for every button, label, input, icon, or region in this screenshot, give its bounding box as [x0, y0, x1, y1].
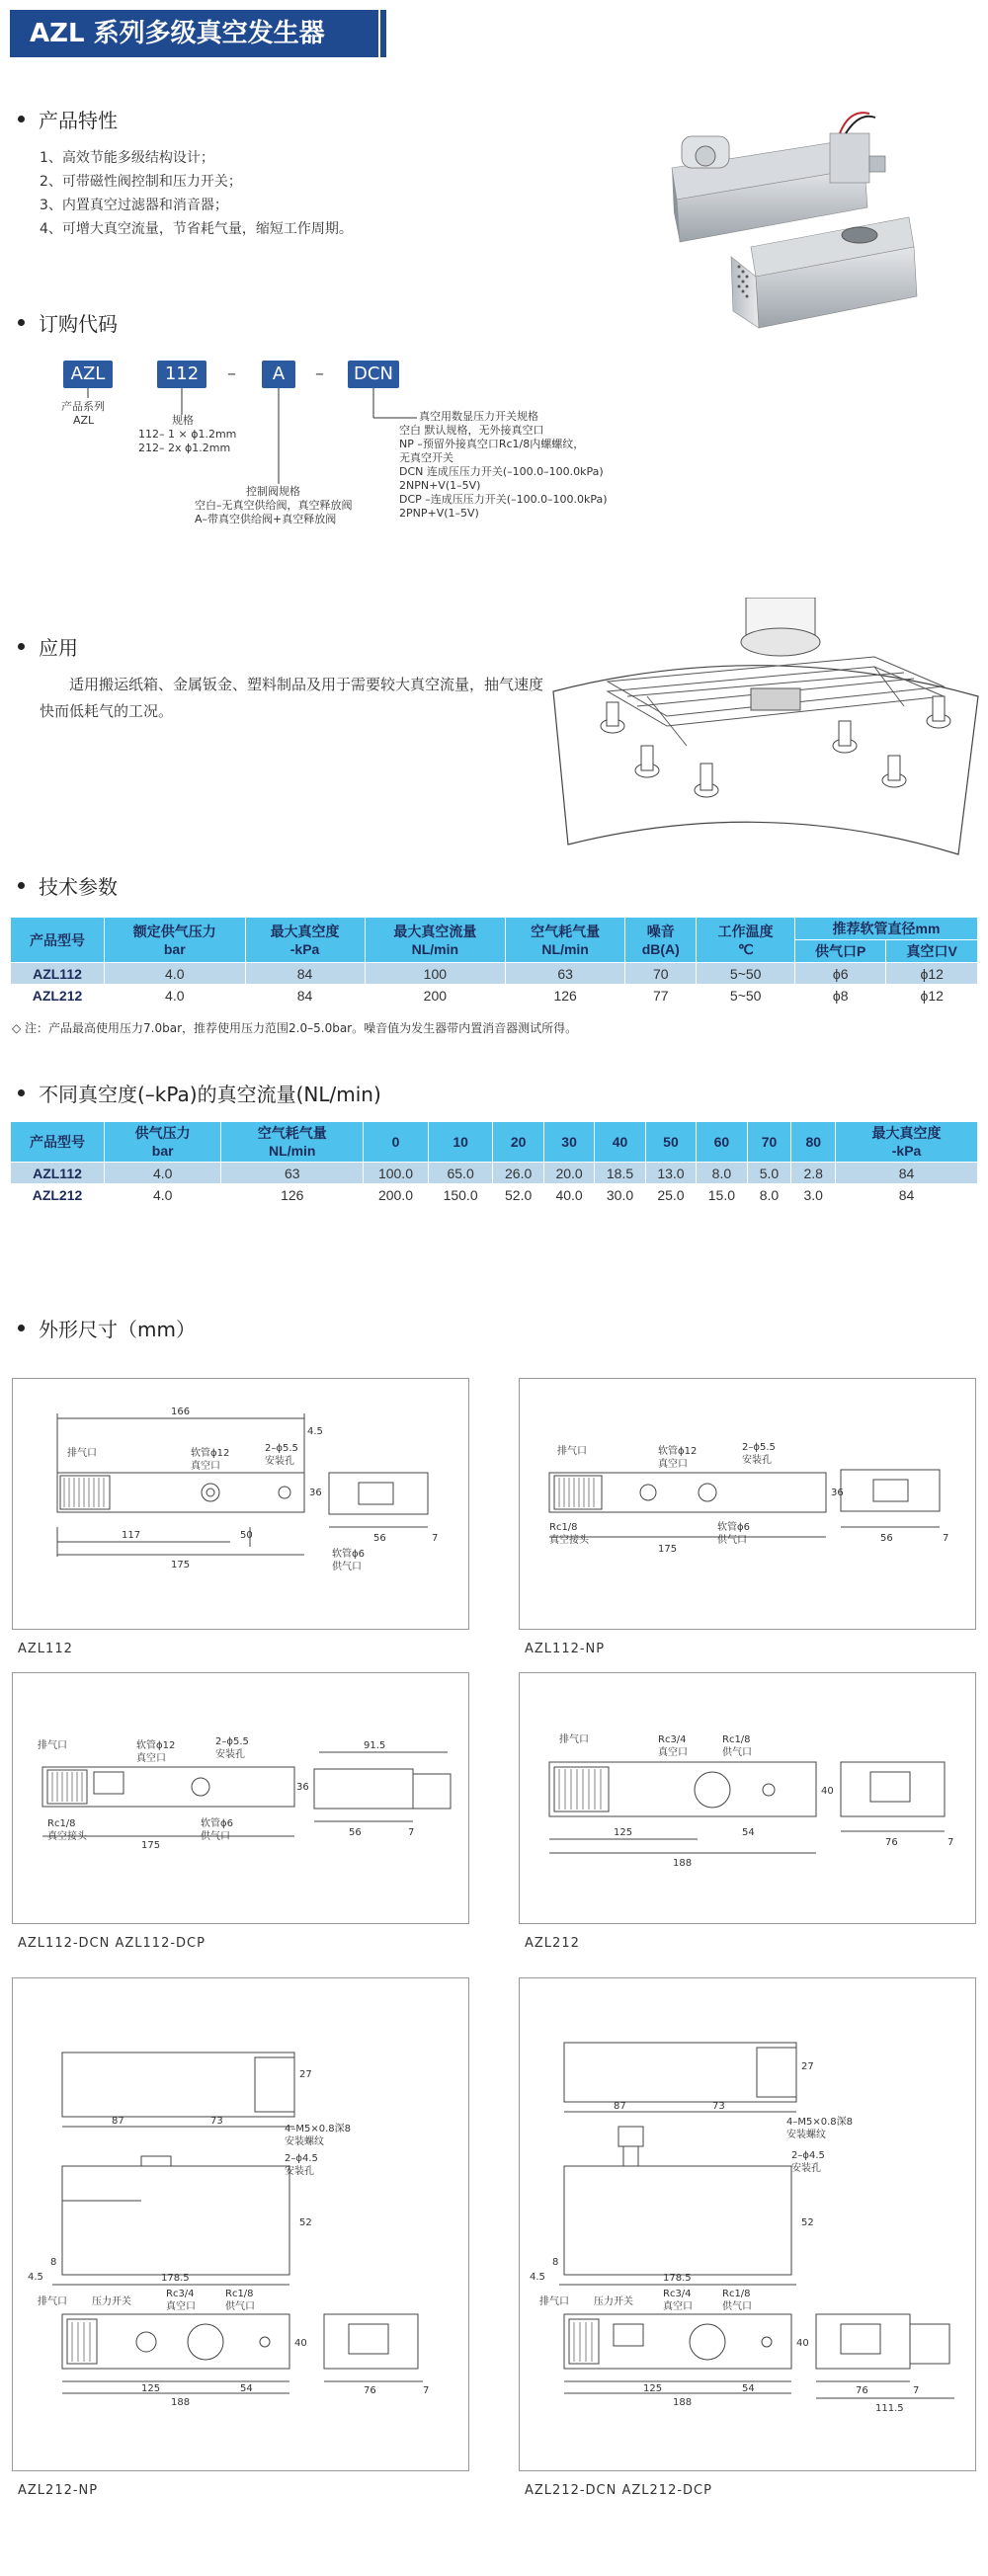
spec-note	[138, 414, 236, 455]
port-label: 供气口	[225, 2301, 255, 2312]
port-label: 排气口	[38, 2296, 67, 2307]
table-cell: 200.0	[364, 1184, 429, 1206]
switch-note-line: DCP –连成压压力开关(–100.0–100.0kPa)	[399, 493, 608, 506]
table-cell: 13.0	[645, 1163, 696, 1184]
table-cell: 25.0	[645, 1184, 696, 1206]
port-label: 安装孔	[742, 1455, 772, 1466]
dim-label: 188	[171, 2397, 191, 2408]
table-row	[11, 985, 978, 1006]
port-label: 排气口	[38, 1740, 67, 1751]
drawing-caption: AZL212	[525, 1936, 580, 1951]
order-code-diagram	[61, 361, 950, 558]
port-label: 软管ϕ12	[191, 1448, 230, 1459]
feature-item: 3、内置真空过滤器和消音器；	[40, 198, 228, 213]
drawing-azl112	[12, 1378, 469, 1630]
port-label: 供气口	[332, 1562, 362, 1572]
dim-label: 125	[614, 1827, 633, 1838]
port-label: 真空口	[663, 2301, 693, 2312]
section-application-title: 应用	[39, 636, 78, 660]
switch-note-line: 空白 默认规格，无外接真空口	[399, 424, 544, 437]
port-label: 软管ϕ12	[658, 1446, 698, 1457]
flow-header: 10	[428, 1122, 493, 1163]
port-label: 2–ϕ4.5	[791, 2150, 825, 2161]
port-label: 2–ϕ4.5	[285, 2153, 318, 2164]
spec-table	[10, 917, 978, 1006]
series-note-line: 产品系列	[61, 400, 105, 413]
port-label: 排气口	[539, 2296, 569, 2307]
table-cell: 40.0	[543, 1184, 594, 1206]
dim-label: 76	[885, 1837, 898, 1848]
port-label: 真空接头	[47, 1831, 87, 1842]
table-cell: 63	[221, 1163, 364, 1184]
table-cell: 20.0	[543, 1163, 594, 1184]
table-cell: 4.0	[105, 1163, 221, 1184]
table-row	[11, 1163, 978, 1184]
port-label: 安装孔	[215, 1749, 245, 1760]
drawing-azl112-np	[519, 1378, 976, 1630]
port-label: 真空接头	[549, 1535, 589, 1546]
dim-label: 175	[171, 1560, 191, 1570]
valve-note-line: A–带真空供给阀+真空释放阀	[195, 513, 337, 525]
port-label: 真空口	[136, 1753, 166, 1764]
table-cell: 84	[836, 1163, 978, 1184]
table-cell: 8.0	[697, 1163, 747, 1184]
port-label: 软管ϕ12	[136, 1740, 176, 1751]
flow-header: 产品型号	[11, 1122, 105, 1163]
bullet-dot-icon	[18, 1089, 25, 1096]
dim-label: 27	[801, 2061, 814, 2072]
spec-header: 工作温度 ℃	[697, 918, 795, 963]
table-row	[11, 1184, 978, 1206]
drawing-azl112-np-svg	[520, 1379, 977, 1631]
table-cell: 77	[625, 985, 697, 1006]
code-switch-box: DCN	[348, 361, 399, 388]
port-label: Rc1/8	[722, 2289, 751, 2299]
flow-header: 空气耗气量 NL/min	[221, 1122, 364, 1163]
table-cell: 84	[245, 963, 365, 985]
table-cell: ϕ12	[886, 985, 978, 1006]
flow-header: 70	[747, 1122, 791, 1163]
section-specs-heading	[18, 871, 118, 900]
port-label: 软管ϕ6	[717, 1522, 750, 1533]
table-cell: 84	[836, 1184, 978, 1206]
dim-label: 7	[432, 1533, 439, 1544]
table-cell: 8.0	[747, 1184, 791, 1206]
bullet-dot-icon	[18, 319, 25, 326]
drawing-azl112-svg	[13, 1379, 470, 1631]
switch-note-line: NP –预留外接真空口Rc1/8内螺螺纹，	[399, 438, 585, 450]
port-label: 供气口	[201, 1831, 230, 1842]
table-cell: 30.0	[595, 1184, 645, 1206]
drawing-caption: AZL112-DCN AZL112-DCP	[18, 1936, 206, 1951]
table-cell: 4.0	[105, 963, 246, 985]
flow-header: 50	[645, 1122, 696, 1163]
dim-label: 175	[658, 1544, 678, 1555]
table-cell: 3.0	[791, 1184, 836, 1206]
port-label: Rc1/8	[47, 1818, 76, 1829]
dim-label: 7	[408, 1827, 415, 1838]
port-label: 供气口	[717, 1535, 747, 1546]
flow-header: 供气压力 bar	[105, 1122, 221, 1163]
dim-label: 4.5	[28, 2272, 43, 2283]
dim-label: 73	[712, 2101, 725, 2112]
dim-label: 8	[552, 2257, 559, 2268]
drawing-azl212-np-svg	[13, 1978, 470, 2472]
table-cell: 5.0	[747, 1163, 791, 1184]
dim-label: 87	[112, 2116, 124, 2127]
table-cell: 65.0	[428, 1163, 493, 1184]
drawing-caption: AZL112	[18, 1642, 73, 1656]
spec-note-line: 规格	[172, 414, 194, 427]
dim-label: 7	[913, 2385, 920, 2396]
port-label: 排气口	[67, 1448, 97, 1459]
code-dash: –	[227, 363, 236, 384]
port-label: 安装螺纹	[786, 2130, 826, 2140]
section-features-title: 产品特性	[39, 109, 118, 132]
spec-header: 推荐软管直径mm	[794, 918, 977, 940]
dim-label: 56	[880, 1533, 893, 1544]
dim-label: 7	[423, 2385, 430, 2396]
dim-label: 7	[947, 1837, 954, 1848]
dim-label: 166	[171, 1407, 191, 1417]
port-label: 软管ϕ6	[201, 1818, 233, 1829]
drawing-azl212	[519, 1672, 976, 1924]
port-label: Rc1/8	[722, 1734, 751, 1745]
spec-header: 最大真空度 -kPa	[245, 918, 365, 963]
dim-label: 54	[742, 2383, 755, 2394]
series-note	[61, 400, 105, 428]
table-cell: 18.5	[595, 1163, 645, 1184]
valve-note-line: 控制阀规格	[246, 485, 300, 498]
spec-note-line: 112– 1 × ϕ1.2mm	[138, 428, 237, 441]
spec-subheader: 供气口P	[794, 940, 885, 963]
port-label: 安装螺纹	[285, 2136, 324, 2147]
switch-note-line: DCN 连成压压力开关(–100.0–100.0kPa)	[399, 465, 604, 478]
section-dimensions-heading	[18, 1314, 196, 1342]
bullet-dot-icon	[18, 1325, 25, 1331]
port-label: 2–ϕ5.5	[215, 1736, 249, 1747]
spec-header: 最大真空流量 NL/min	[365, 918, 506, 963]
port-label: 2–ϕ5.5	[742, 1442, 776, 1453]
dim-label: 50	[240, 1530, 253, 1541]
drawing-azl112-dcn-svg	[13, 1673, 470, 1925]
port-label: 真空口	[191, 1461, 220, 1472]
bullet-dot-icon	[18, 643, 25, 650]
bullet-dot-icon	[18, 116, 25, 122]
code-spec-box: 112	[157, 361, 206, 388]
spec-header: 额定供气压力 bar	[105, 918, 246, 963]
dim-label: 56	[349, 1827, 362, 1838]
valve-note-line: 空白–无真空供给阀，真空释放阀	[195, 499, 353, 512]
bullet-dot-icon	[18, 882, 25, 889]
spec-note: ◇ 注：产品最高使用压力7.0bar，推荐使用压力范围2.0–5.0bar。噪音值为发生器带内置消音器测试所得。	[12, 1021, 578, 1035]
section-specs-title: 技术参数	[39, 875, 118, 899]
dim-label: 87	[614, 2101, 626, 2112]
table-cell: 15.0	[697, 1184, 747, 1206]
table-cell: ϕ6	[794, 963, 885, 985]
dim-label: 91.5	[364, 1740, 386, 1751]
spec-subheader: 真空口V	[886, 940, 978, 963]
table-cell: 84	[245, 985, 365, 1006]
port-label: 2–ϕ5.5	[265, 1443, 298, 1454]
spec-header: 噪音 dB(A)	[625, 918, 697, 963]
dim-label: 117	[122, 1530, 141, 1541]
dim-label: 175	[141, 1840, 161, 1851]
drawing-azl212-dcn	[519, 1977, 976, 2471]
flow-header: 40	[595, 1122, 645, 1163]
dim-label: 8	[50, 2257, 57, 2268]
port-label: 压力开关	[92, 2296, 131, 2307]
drawing-azl112-dcn	[12, 1672, 469, 1924]
flow-header: 80	[791, 1122, 836, 1163]
port-label: Rc3/4	[663, 2289, 692, 2299]
port-label: Rc1/8	[549, 1522, 578, 1533]
dim-label: 52	[299, 2217, 312, 2228]
dim-label: 7	[943, 1533, 949, 1544]
port-label: 排气口	[557, 1446, 587, 1457]
table-cell: 4.0	[105, 1184, 221, 1206]
section-features-heading	[18, 105, 118, 133]
port-label: 压力开关	[594, 2296, 633, 2307]
dim-label: 76	[856, 2385, 868, 2396]
code-valve-box: A	[262, 361, 295, 388]
table-cell: 4.0	[105, 985, 246, 1006]
table-cell: 2.8	[791, 1163, 836, 1184]
drawing-azl212-svg	[520, 1673, 977, 1925]
table-cell: AZL112	[11, 1163, 105, 1184]
table-cell: 150.0	[428, 1184, 493, 1206]
switch-note-line: 真空用数显压力开关规格	[419, 410, 538, 423]
drawing-azl212-dcn-svg	[520, 1978, 977, 2472]
table-cell: 126	[506, 985, 625, 1006]
table-cell: 52.0	[493, 1184, 543, 1206]
dim-label: 36	[309, 1488, 322, 1498]
spec-header: 空气耗气量 NL/min	[506, 918, 625, 963]
flow-table	[10, 1121, 978, 1206]
port-label: 供气口	[722, 1747, 752, 1758]
port-label: 安装孔	[265, 1456, 294, 1467]
section-order-heading	[18, 308, 118, 337]
drawing-caption: AZL112-NP	[525, 1642, 606, 1656]
series-note-line: AZL	[73, 414, 95, 427]
table-cell: 5~50	[697, 985, 795, 1006]
flow-header: 60	[697, 1122, 747, 1163]
port-label: 真空口	[658, 1747, 688, 1758]
dim-label: 56	[373, 1533, 386, 1544]
port-label: 软管ϕ6	[332, 1549, 365, 1560]
table-cell: AZL212	[11, 985, 105, 1006]
switch-note-line: 无真空开关	[399, 451, 453, 464]
product-photo	[662, 99, 968, 346]
port-label: 排气口	[559, 1734, 589, 1745]
port-label: Rc1/8	[225, 2289, 254, 2299]
dim-label: 54	[742, 1827, 755, 1838]
application-illustration	[548, 598, 983, 859]
code-series-box: AZL	[63, 361, 113, 388]
table-cell: ϕ8	[794, 985, 885, 1006]
section-application-heading	[18, 632, 78, 661]
dim-label: 178.5	[161, 2273, 190, 2284]
port-label: 真空口	[166, 2301, 196, 2312]
spec-note-line: 212– 2x ϕ1.2mm	[138, 442, 231, 454]
drawing-caption: AZL212-NP	[18, 2483, 99, 2498]
dim-label: 125	[141, 2383, 161, 2394]
dim-label: 40	[294, 2338, 307, 2349]
dim-label: 36	[831, 1488, 844, 1498]
spec-header: 产品型号	[11, 918, 105, 963]
drawing-azl212-np	[12, 1977, 469, 2471]
port-label: 4–M5×0.8深8	[786, 2117, 853, 2128]
flow-header: 最大真空度 -kPa	[836, 1122, 978, 1163]
application-text: 适用搬运纸箱、金属钣金、塑料制品及用于需要较大真空流量，抽气速度快而低耗气的工况。	[40, 676, 544, 720]
code-dash: –	[315, 363, 324, 384]
table-cell: 26.0	[493, 1163, 543, 1184]
dim-label: 40	[796, 2338, 809, 2349]
page-title: AZL 系列多级真空发生器	[10, 10, 378, 57]
port-label: 安装孔	[791, 2163, 821, 2174]
flow-header: 30	[543, 1122, 594, 1163]
port-label: 4–M5×0.8深8	[285, 2124, 351, 2134]
table-cell: 5~50	[697, 963, 795, 985]
port-label: Rc3/4	[166, 2289, 195, 2299]
dim-label: 111.5	[875, 2403, 904, 2414]
switch-note-line: 2PNP+V(1–5V)	[399, 507, 479, 520]
table-cell: ϕ12	[886, 963, 978, 985]
table-cell: AZL112	[11, 963, 105, 985]
feature-item: 1、高效节能多级结构设计；	[40, 150, 214, 166]
features-list	[40, 146, 353, 241]
port-label: 供气口	[722, 2301, 752, 2312]
drawing-caption: AZL212-DCN AZL212-DCP	[525, 2483, 712, 2498]
flow-header: 0	[364, 1122, 429, 1163]
table-cell: 126	[221, 1184, 364, 1206]
feature-item: 4、可增大真空流量，节省耗气量，缩短工作周期。	[40, 221, 353, 237]
port-label: Rc3/4	[658, 1734, 687, 1745]
dim-label: 178.5	[663, 2273, 692, 2284]
table-cell: 100.0	[364, 1163, 429, 1184]
section-dimensions-title: 外形尺寸（mm）	[39, 1318, 196, 1341]
valve-note	[195, 485, 353, 526]
flow-header: 20	[493, 1122, 543, 1163]
section-flow-heading	[18, 1079, 381, 1107]
table-cell: 63	[506, 963, 625, 985]
dim-label: 188	[673, 1858, 693, 1869]
table-row	[11, 963, 978, 985]
dim-label: 125	[643, 2383, 663, 2394]
dim-label: 188	[673, 2397, 693, 2408]
switch-note-line: 2NPN+V(1–5V)	[399, 479, 481, 492]
table-cell: 200	[365, 985, 506, 1006]
port-label: 安装孔	[285, 2166, 314, 2177]
section-flow-title: 不同真空度(–kPa)的真空流量(NL/min)	[39, 1083, 381, 1106]
title-accent-stripe	[380, 10, 386, 57]
dim-label: 76	[364, 2385, 376, 2396]
table-cell: AZL212	[11, 1184, 105, 1206]
feature-item: 2、可带磁性阀控制和压力开关；	[40, 174, 242, 190]
dim-label: 73	[210, 2116, 223, 2127]
table-cell: 70	[625, 963, 697, 985]
dim-label: 4.5	[530, 2272, 545, 2283]
dim-label: 52	[801, 2217, 814, 2228]
port-label: 真空口	[658, 1459, 688, 1470]
section-order-title: 订购代码	[39, 312, 118, 336]
dim-label: 36	[296, 1782, 309, 1793]
table-cell: 100	[365, 963, 506, 985]
dim-label: 40	[821, 1786, 834, 1797]
dim-label: 27	[299, 2069, 312, 2080]
dim-label: 54	[240, 2383, 253, 2394]
dim-label: 4.5	[307, 1426, 323, 1437]
switch-note	[399, 410, 608, 521]
